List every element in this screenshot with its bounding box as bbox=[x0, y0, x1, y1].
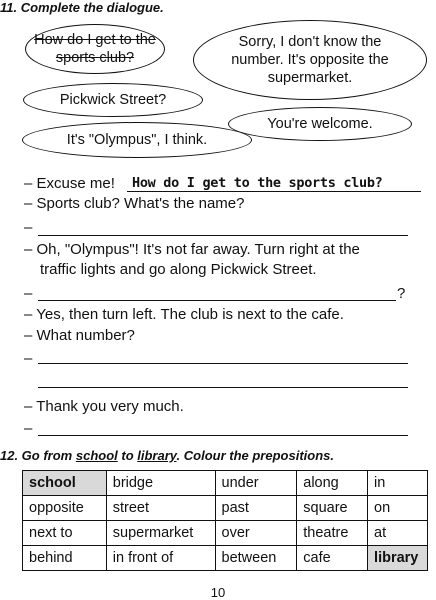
task-12-to: library bbox=[137, 448, 177, 463]
task-12-mid: to bbox=[117, 448, 138, 463]
task-11-title: 11. Complete the dialogue. bbox=[0, 0, 164, 15]
task-12-prefix: 12. Go from bbox=[0, 448, 76, 463]
grid-cell[interactable]: in front of bbox=[106, 546, 215, 571]
dialogue-line-2: – Sports club? What's the name? bbox=[24, 195, 245, 212]
answer-line-3[interactable] bbox=[38, 235, 408, 236]
answer-line-1 bbox=[127, 191, 421, 192]
grid-cell[interactable]: under bbox=[215, 471, 297, 496]
bubble-olympus-text: It's "Olympus", I think. bbox=[66, 132, 208, 148]
grid-cell[interactable]: cafe bbox=[297, 546, 368, 571]
answer-line-5[interactable] bbox=[38, 300, 396, 301]
table-row bbox=[23, 496, 428, 521]
table-row bbox=[23, 471, 428, 496]
grid-cell[interactable]: past bbox=[215, 496, 297, 521]
dialogue-line-5: – bbox=[24, 285, 33, 302]
grid-cell-start[interactable]: school bbox=[23, 471, 107, 496]
dialogue-line-4a: – Oh, "Olympus"! It's not far away. Turn right at the bbox=[24, 241, 360, 258]
grid-cell[interactable]: over bbox=[215, 521, 297, 546]
dialogue-line-3: – bbox=[24, 219, 33, 236]
page-number: 10 bbox=[210, 585, 226, 600]
grid-cell[interactable]: bridge bbox=[106, 471, 215, 496]
grid-cell[interactable]: between bbox=[215, 546, 297, 571]
grid-cell[interactable]: behind bbox=[23, 546, 107, 571]
table-row bbox=[23, 546, 428, 571]
answer-line-8b[interactable] bbox=[38, 387, 408, 388]
table-row bbox=[23, 521, 428, 546]
grid-cell[interactable]: on bbox=[368, 496, 428, 521]
dialogue-line-7: – What number? bbox=[24, 327, 135, 344]
prepositions-grid bbox=[22, 470, 428, 571]
grid-cell[interactable]: along bbox=[297, 471, 368, 496]
dialogue-line-10: – bbox=[24, 420, 33, 437]
dialogue-line-5-end: ? bbox=[397, 285, 406, 302]
grid-cell[interactable]: next to bbox=[23, 521, 107, 546]
dialogue-line-4b: traffic lights and go along Pickwick Street. bbox=[40, 261, 317, 278]
dialogue-line-9: – Thank you very much. bbox=[24, 398, 184, 415]
bubble-question-text: How do I get to the sports club? bbox=[34, 32, 156, 66]
dialogue-line-6: – Yes, then turn left. The club is next to the cafe. bbox=[24, 306, 344, 323]
dialogue-answer-1: How do I get to the sports club? bbox=[132, 175, 383, 191]
bubble-pickwick bbox=[23, 83, 203, 117]
grid-cell[interactable]: supermarket bbox=[106, 521, 215, 546]
bubble-question bbox=[25, 24, 165, 74]
bubble-pickwick-text: Pickwick Street? bbox=[59, 92, 167, 108]
grid-cell[interactable]: theatre bbox=[297, 521, 368, 546]
task-12-title bbox=[0, 448, 334, 463]
grid-cell[interactable]: opposite bbox=[23, 496, 107, 521]
bubble-welcome bbox=[228, 107, 412, 141]
dialogue-line-8: – bbox=[24, 350, 33, 367]
grid-cell[interactable]: street bbox=[106, 496, 215, 521]
task-12-from: school bbox=[75, 448, 118, 463]
bubble-welcome-text: You're welcome. bbox=[267, 116, 373, 132]
dialogue-line-1: – Excuse me! bbox=[24, 175, 115, 192]
grid-cell[interactable]: in bbox=[368, 471, 428, 496]
bubble-sorry-text: Sorry, I don't know the number. It's opposite the supermarket. bbox=[231, 34, 389, 86]
grid-cell[interactable]: square bbox=[297, 496, 368, 521]
bubble-sorry bbox=[193, 20, 427, 100]
grid-cell-finish[interactable]: library bbox=[368, 546, 428, 571]
task-12-suffix: . Colour the prepositions. bbox=[176, 448, 334, 463]
bubble-olympus bbox=[22, 122, 252, 158]
answer-line-10[interactable] bbox=[38, 435, 408, 436]
answer-line-8a[interactable] bbox=[38, 363, 408, 364]
grid-cell[interactable]: at bbox=[368, 521, 428, 546]
